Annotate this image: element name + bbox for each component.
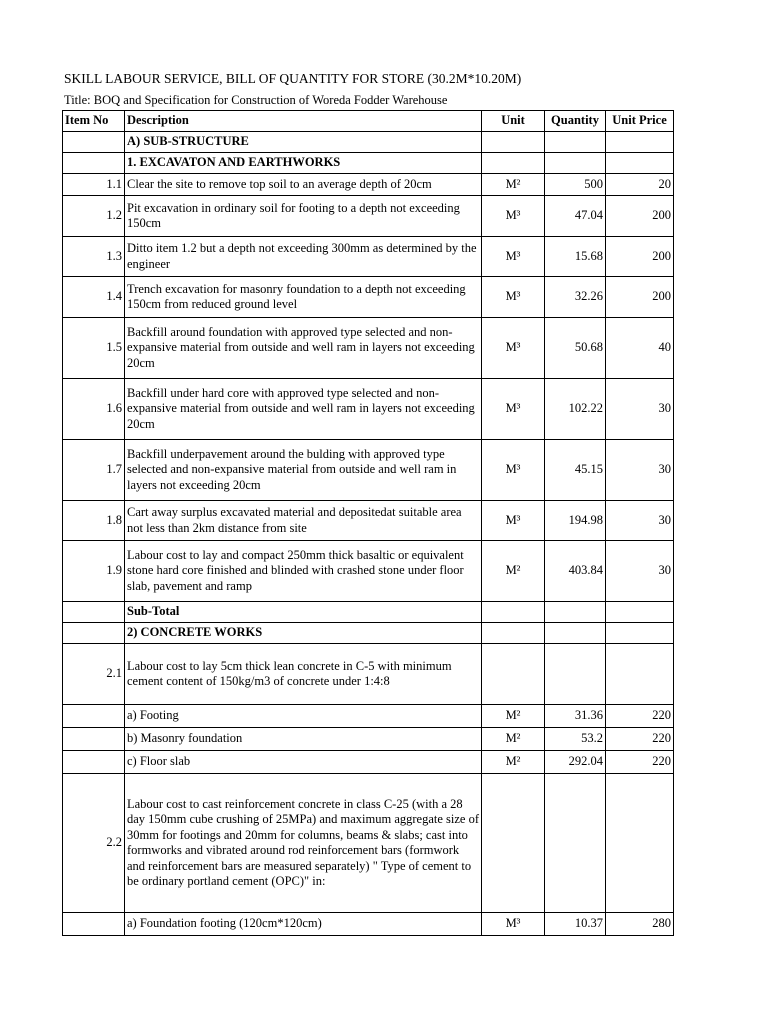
unit-cell: M² <box>482 728 545 751</box>
quantity-cell: 102.22 <box>545 379 606 440</box>
description-cell: Backfill under hard core with approved type selected and non-expansive material from outside and well ram in layers not exceeding 20cm <box>125 379 482 440</box>
unit-price-cell <box>606 132 674 153</box>
item-number-cell: 1.8 <box>63 501 125 541</box>
unit-price-cell: 220 <box>606 705 674 728</box>
table-row <box>63 379 674 440</box>
item-number-cell: 1.1 <box>63 174 125 196</box>
item-number-cell: 1.6 <box>63 379 125 440</box>
table-row <box>63 196 674 237</box>
quantity-cell <box>545 132 606 153</box>
description-cell: Cart away surplus excavated material and depositedat suitable area not less than 2km distance from site <box>125 501 482 541</box>
description-cell: Ditto item 1.2 but a depth not exceeding 300mm as determined by the engineer <box>125 237 482 277</box>
description-cell: c) Floor slab <box>125 751 482 774</box>
table-row <box>63 705 674 728</box>
description-cell: Sub-Total <box>125 602 482 623</box>
description-cell: Backfill around foundation with approved type selected and non-expansive material from outside and well ram in layers not exceeding 20cm <box>125 318 482 379</box>
quantity-cell: 53.2 <box>545 728 606 751</box>
description-cell: 1. EXCAVATON AND EARTHWORKS <box>125 153 482 174</box>
quantity-cell: 403.84 <box>545 541 606 602</box>
quantity-cell: 15.68 <box>545 237 606 277</box>
unit-cell <box>482 153 545 174</box>
boq-table <box>62 110 674 936</box>
quantity-cell <box>545 774 606 913</box>
section-row <box>63 132 674 153</box>
unit-price-cell: 200 <box>606 277 674 318</box>
column-header-quantity: Quantity <box>545 111 606 132</box>
unit-cell: M³ <box>482 277 545 318</box>
column-header-unit-price: Unit Price <box>606 111 674 132</box>
table-row <box>63 728 674 751</box>
description-cell: Labour cost to cast reinforcement concrete in class C-25 (with a 28 day 150mm cube crushing of 25MPa) and maximum aggregate size of 30mm for footings and 20mm for columns, beams & slabs; cast into formworks and vibrated around rod reinforcement bars (formwork and reinforcement bars are measured separately) " Type of cement to be ordinary portland cement (OPC)" in: <box>125 774 482 913</box>
column-header-description: Description <box>125 111 482 132</box>
table-row <box>63 501 674 541</box>
table-row <box>63 913 674 936</box>
item-number-cell: 1.2 <box>63 196 125 237</box>
item-number-cell <box>63 132 125 153</box>
item-number-cell <box>63 623 125 644</box>
quantity-cell: 500 <box>545 174 606 196</box>
quantity-cell: 47.04 <box>545 196 606 237</box>
description-cell: Labour cost to lay and compact 250mm thick basaltic or equivalent stone hard core finished and blinded with crashed stone under floor slab, pavement and ramp <box>125 541 482 602</box>
unit-price-cell <box>606 623 674 644</box>
unit-price-cell: 200 <box>606 196 674 237</box>
quantity-cell: 292.04 <box>545 751 606 774</box>
description-cell: Trench excavation for masonry foundation to a depth not exceeding 150cm from reduced ground level <box>125 277 482 318</box>
item-number-cell: 2.2 <box>63 774 125 913</box>
section-row <box>63 602 674 623</box>
description-cell: a) Foundation footing (120cm*120cm) <box>125 913 482 936</box>
unit-price-cell: 200 <box>606 237 674 277</box>
item-number-cell <box>63 913 125 936</box>
unit-price-cell: 220 <box>606 751 674 774</box>
boq-table-body <box>63 111 674 936</box>
section-row <box>63 623 674 644</box>
description-cell: a) Footing <box>125 705 482 728</box>
table-row <box>63 318 674 379</box>
table-row <box>63 174 674 196</box>
unit-cell: M³ <box>482 318 545 379</box>
unit-cell: M² <box>482 751 545 774</box>
unit-cell: M³ <box>482 501 545 541</box>
table-row <box>63 541 674 602</box>
unit-price-cell: 220 <box>606 728 674 751</box>
item-number-cell <box>63 751 125 774</box>
unit-price-cell: 30 <box>606 379 674 440</box>
description-cell: Backfill underpavement around the bulding with approved type selected and non-expansive material from outside and well ram in layers not exceeding 20cm <box>125 440 482 501</box>
item-number-cell: 1.7 <box>63 440 125 501</box>
description-cell: 2) CONCRETE WORKS <box>125 623 482 644</box>
quantity-cell <box>545 623 606 644</box>
quantity-cell <box>545 602 606 623</box>
table-row <box>63 751 674 774</box>
item-number-cell: 1.5 <box>63 318 125 379</box>
unit-price-cell <box>606 774 674 913</box>
unit-cell: M³ <box>482 440 545 501</box>
table-row <box>63 237 674 277</box>
unit-cell <box>482 602 545 623</box>
quantity-cell: 194.98 <box>545 501 606 541</box>
description-cell: b) Masonry foundation <box>125 728 482 751</box>
unit-cell <box>482 774 545 913</box>
item-number-cell: 1.3 <box>63 237 125 277</box>
section-row <box>63 153 674 174</box>
quantity-cell: 32.26 <box>545 277 606 318</box>
column-header-unit: Unit <box>482 111 545 132</box>
description-cell: Labour cost to lay 5cm thick lean concrete in C-5 with minimum cement content of 150kg/m3 of concrete under 1:4:8 <box>125 644 482 705</box>
unit-cell: M³ <box>482 196 545 237</box>
item-number-cell: 1.4 <box>63 277 125 318</box>
unit-price-cell: 30 <box>606 501 674 541</box>
quantity-cell: 50.68 <box>545 318 606 379</box>
unit-cell: M³ <box>482 237 545 277</box>
item-number-cell <box>63 728 125 751</box>
unit-cell: M³ <box>482 913 545 936</box>
item-number-cell <box>63 153 125 174</box>
unit-price-cell: 280 <box>606 913 674 936</box>
quantity-cell <box>545 644 606 705</box>
description-cell: Clear the site to remove top soil to an average depth of 20cm <box>125 174 482 196</box>
unit-price-cell <box>606 602 674 623</box>
unit-price-cell: 40 <box>606 318 674 379</box>
column-header-item-no: Item No <box>63 111 125 132</box>
unit-price-cell: 30 <box>606 440 674 501</box>
description-cell: A) SUB-STRUCTURE <box>125 132 482 153</box>
table-row <box>63 644 674 705</box>
item-number-cell: 1.9 <box>63 541 125 602</box>
unit-price-cell: 30 <box>606 541 674 602</box>
unit-cell <box>482 623 545 644</box>
unit-cell: M² <box>482 541 545 602</box>
unit-cell: M² <box>482 705 545 728</box>
quantity-cell: 31.36 <box>545 705 606 728</box>
table-header-row <box>63 111 674 132</box>
item-number-cell <box>63 705 125 728</box>
item-number-cell <box>63 602 125 623</box>
item-number-cell: 2.1 <box>63 644 125 705</box>
unit-cell: M² <box>482 174 545 196</box>
unit-cell <box>482 132 545 153</box>
quantity-cell <box>545 153 606 174</box>
quantity-cell: 10.37 <box>545 913 606 936</box>
unit-price-cell <box>606 153 674 174</box>
description-cell: Pit excavation in ordinary soil for footing to a depth not exceeding 150cm <box>125 196 482 237</box>
document-title: Title: BOQ and Specification for Construction of Woreda Fodder Warehouse <box>64 93 448 107</box>
table-row <box>63 440 674 501</box>
document-heading: SKILL LABOUR SERVICE, BILL OF QUANTITY FOR STORE (30.2M*10.20M) <box>64 71 522 86</box>
quantity-cell: 45.15 <box>545 440 606 501</box>
table-row <box>63 277 674 318</box>
unit-cell: M³ <box>482 379 545 440</box>
unit-cell <box>482 644 545 705</box>
unit-price-cell: 20 <box>606 174 674 196</box>
table-row <box>63 774 674 913</box>
unit-price-cell <box>606 644 674 705</box>
